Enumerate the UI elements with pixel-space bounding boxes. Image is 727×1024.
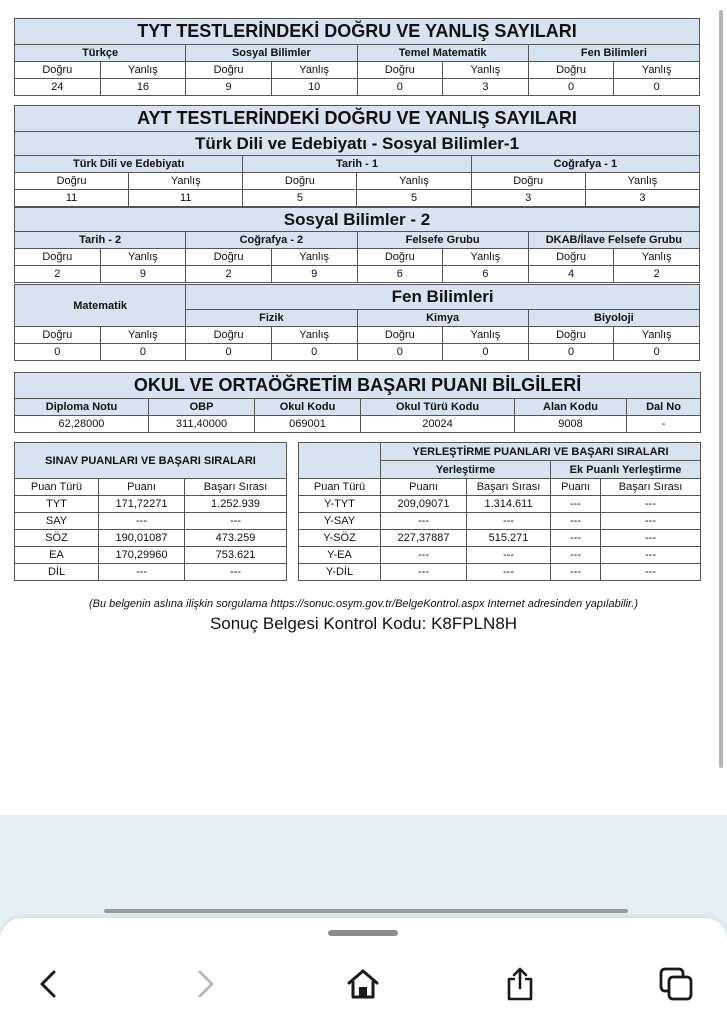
home-icon [346, 968, 380, 1000]
wrong-label: Yanlış [100, 62, 186, 79]
placement-cell: --- [381, 564, 467, 581]
wrong-label: Yanlış [271, 327, 357, 344]
tabs-icon [658, 966, 694, 1002]
wrong-label: Yanlış [443, 327, 529, 344]
score-cell: --- [99, 564, 185, 581]
vertical-scrollbar[interactable] [719, 10, 723, 768]
score-cell: --- [99, 513, 185, 530]
placement-cell: Y-SÖZ [299, 530, 381, 547]
placement-header: Başarı Sırası [601, 479, 701, 496]
ayt-section1-title: Türk Dili ve Edebiyatı - Sosyal Bilimler-1 [15, 132, 700, 156]
control-code: Sonuç Belgesi Kontrol Kodu: K8FPLN8H [209, 614, 518, 633]
correct-label: Doğru [15, 327, 101, 344]
value-cell: 24 [15, 79, 101, 96]
horizontal-scrollbar[interactable] [104, 909, 628, 913]
ayt-section2-table [14, 207, 700, 283]
sheet-grabber[interactable] [328, 930, 398, 936]
placement-cell: --- [601, 530, 701, 547]
value-cell: 6 [443, 266, 529, 283]
placement-cell: 209,09071 [381, 496, 467, 513]
verification-note: (Bu belgenin aslına ilişkin sorgulama https://sonuc.osym.gov.tr/BelgeKontrol.aspx Internet adresinden yapılabilir.) [88, 598, 639, 610]
ayt-section1-table [14, 155, 700, 207]
value-cell: 2 [614, 266, 700, 283]
browser-toolbar [0, 918, 727, 1024]
tyt-subject: Sosyal Bilimler [186, 45, 357, 62]
ayt-table [14, 105, 700, 156]
score-cell: 190,01087 [99, 530, 185, 547]
value-cell: 0 [614, 344, 700, 361]
wrong-label: Yanlış [271, 62, 357, 79]
value-cell: 10 [271, 79, 357, 96]
placement-cell: --- [551, 496, 601, 513]
value-cell: 3 [471, 190, 585, 207]
value-cell: 3 [443, 79, 529, 96]
placement-cell: Y-TYT [299, 496, 381, 513]
placement-cell: Y-EA [299, 547, 381, 564]
score-cell: SAY [15, 513, 99, 530]
school-header: Diploma Notu [15, 399, 149, 416]
placement-cell: --- [467, 513, 551, 530]
score-cell: 1.252.939 [185, 496, 287, 513]
placement-group: Yerleştirme [381, 461, 551, 479]
wrong-label: Yanlış [585, 173, 699, 190]
score-cell: EA [15, 547, 99, 564]
correct-label: Doğru [186, 249, 272, 266]
score-cell: DİL [15, 564, 99, 581]
ayt-science-table [14, 284, 700, 361]
back-button[interactable] [28, 964, 68, 1004]
scores-table [14, 442, 701, 581]
tyt-table [14, 18, 700, 96]
ayt-subject: DKAB/İlave Felsefe Grubu [528, 232, 699, 249]
placement-header: Puan Türü [299, 479, 381, 496]
score-cell: 170,29960 [99, 547, 185, 564]
placement-cell: --- [467, 564, 551, 581]
placement-cell: --- [551, 513, 601, 530]
correct-label: Doğru [15, 173, 129, 190]
forward-icon [194, 969, 218, 999]
home-button[interactable] [343, 964, 383, 1004]
placement-cell: --- [601, 513, 701, 530]
placement-cell: --- [551, 547, 601, 564]
back-icon [36, 969, 60, 999]
score-cell: --- [185, 564, 287, 581]
wrong-label: Yanlış [271, 249, 357, 266]
placement-corner [299, 443, 381, 479]
correct-label: Doğru [528, 327, 614, 344]
ayt-subject: Coğrafya - 2 [186, 232, 357, 249]
value-cell: 0 [528, 79, 614, 96]
ayt-title: AYT TESTLERİNDEKİ DOĞRU VE YANLIŞ SAYILARI [15, 106, 700, 132]
value-cell: 6 [357, 266, 443, 283]
placement-cell: 1.314.611 [467, 496, 551, 513]
school-header: Alan Kodu [515, 399, 627, 416]
tyt-subject: Temel Matematik [357, 45, 528, 62]
wrong-label: Yanlış [100, 327, 186, 344]
placement-cell: --- [381, 513, 467, 530]
score-header: Puan Türü [15, 479, 99, 496]
correct-label: Doğru [15, 62, 101, 79]
score-cell: 171,72271 [99, 496, 185, 513]
correct-label: Doğru [15, 249, 101, 266]
ayt-subject: Tarih - 2 [15, 232, 186, 249]
ayt-subject: Kimya [357, 309, 528, 326]
branch-no: - [627, 416, 701, 433]
value-cell: 0 [357, 79, 443, 96]
ayt-subject: Coğrafya - 1 [471, 156, 699, 173]
school-type-code: 20024 [361, 416, 515, 433]
score-cell: SÖZ [15, 530, 99, 547]
placement-cell: --- [467, 547, 551, 564]
placement-header: Başarı Sırası [467, 479, 551, 496]
ayt-subject: Tarih - 1 [243, 156, 471, 173]
placement-cell: --- [601, 496, 701, 513]
ayt-section2-title: Sosyal Bilimler - 2 [15, 208, 700, 232]
wrong-label: Yanlış [357, 173, 471, 190]
school-header: OBP [149, 399, 255, 416]
school-header: Okul Türü Kodu [361, 399, 515, 416]
score-header: Başarı Sırası [185, 479, 287, 496]
value-cell: 4 [528, 266, 614, 283]
score-cell: 753.621 [185, 547, 287, 564]
value-cell: 0 [357, 344, 443, 361]
placement-cell: Y-SAY [299, 513, 381, 530]
ayt-science-title: Fen Bilimleri [186, 285, 700, 310]
tabs-button[interactable] [656, 964, 696, 1004]
value-cell: 0 [271, 344, 357, 361]
wrong-label: Yanlış [129, 173, 243, 190]
tyt-subject: Türkçe [15, 45, 186, 62]
placement-cell: --- [551, 530, 601, 547]
correct-label: Doğru [528, 62, 614, 79]
value-cell: 3 [585, 190, 699, 207]
wrong-label: Yanlış [614, 327, 700, 344]
value-cell: 2 [186, 266, 272, 283]
tyt-title: TYT TESTLERİNDEKİ DOĞRU VE YANLIŞ SAYILARI [15, 19, 700, 45]
value-cell: 9 [100, 266, 186, 283]
value-cell: 0 [186, 344, 272, 361]
value-cell: 5 [357, 190, 471, 207]
value-cell: 0 [443, 344, 529, 361]
score-header: Puanı [99, 479, 185, 496]
table-gap [287, 443, 299, 581]
school-header: Dal No [627, 399, 701, 416]
correct-label: Doğru [357, 249, 443, 266]
correct-label: Doğru [471, 173, 585, 190]
wrong-label: Yanlış [614, 62, 700, 79]
wrong-label: Yanlış [443, 249, 529, 266]
value-cell: 11 [15, 190, 129, 207]
correct-label: Doğru [186, 62, 272, 79]
ayt-math-label: Matematik [15, 285, 186, 327]
placement-title: YERLEŞTİRME PUANLARI VE BAŞARI SIRALARI [381, 443, 701, 461]
school-code: 069001 [255, 416, 361, 433]
placement-cell: --- [381, 547, 467, 564]
placement-cell: --- [601, 564, 701, 581]
value-cell: 11 [129, 190, 243, 207]
school-title: OKUL VE ORTAÖĞRETİM BAŞARI PUANI BİLGİLERİ [15, 373, 701, 399]
wrong-label: Yanlış [443, 62, 529, 79]
share-icon [505, 966, 535, 1002]
forward-button[interactable] [186, 964, 226, 1004]
value-cell: 9 [271, 266, 357, 283]
placement-cell: 227,37887 [381, 530, 467, 547]
wrong-label: Yanlış [614, 249, 700, 266]
score-cell: 473.259 [185, 530, 287, 547]
value-cell: 0 [614, 79, 700, 96]
correct-label: Doğru [186, 327, 272, 344]
placement-cell: --- [551, 564, 601, 581]
correct-label: Doğru [357, 62, 443, 79]
score-cell: TYT [15, 496, 99, 513]
ayt-subject: Fizik [186, 309, 357, 326]
ayt-subject: Biyoloji [528, 309, 699, 326]
correct-label: Doğru [243, 173, 357, 190]
value-cell: 0 [100, 344, 186, 361]
diploma-grade: 62,28000 [15, 416, 149, 433]
obp-value: 311,40000 [149, 416, 255, 433]
ayt-subject: Türk Dili ve Edebiyatı [15, 156, 243, 173]
score-cell: --- [185, 513, 287, 530]
value-cell: 16 [100, 79, 186, 96]
exam-scores-title: SINAV PUANLARI VE BAŞARI SIRALARI [15, 443, 287, 479]
value-cell: 5 [243, 190, 357, 207]
tyt-subject: Fen Bilimleri [528, 45, 699, 62]
value-cell: 9 [186, 79, 272, 96]
value-cell: 2 [15, 266, 101, 283]
placement-cell: --- [601, 547, 701, 564]
placement-header: Puanı [551, 479, 601, 496]
school-table [14, 372, 701, 433]
correct-label: Doğru [357, 327, 443, 344]
field-code: 9008 [515, 416, 627, 433]
placement-group: Ek Puanlı Yerleştirme [551, 461, 701, 479]
wrong-label: Yanlış [100, 249, 186, 266]
ayt-subject: Felsefe Grubu [357, 232, 528, 249]
correct-label: Doğru [528, 249, 614, 266]
value-cell: 0 [528, 344, 614, 361]
placement-cell: Y-DİL [299, 564, 381, 581]
school-header: Okul Kodu [255, 399, 361, 416]
share-button[interactable] [500, 964, 540, 1004]
placement-cell: 515.271 [467, 530, 551, 547]
value-cell: 0 [15, 344, 101, 361]
placement-header: Puanı [381, 479, 467, 496]
